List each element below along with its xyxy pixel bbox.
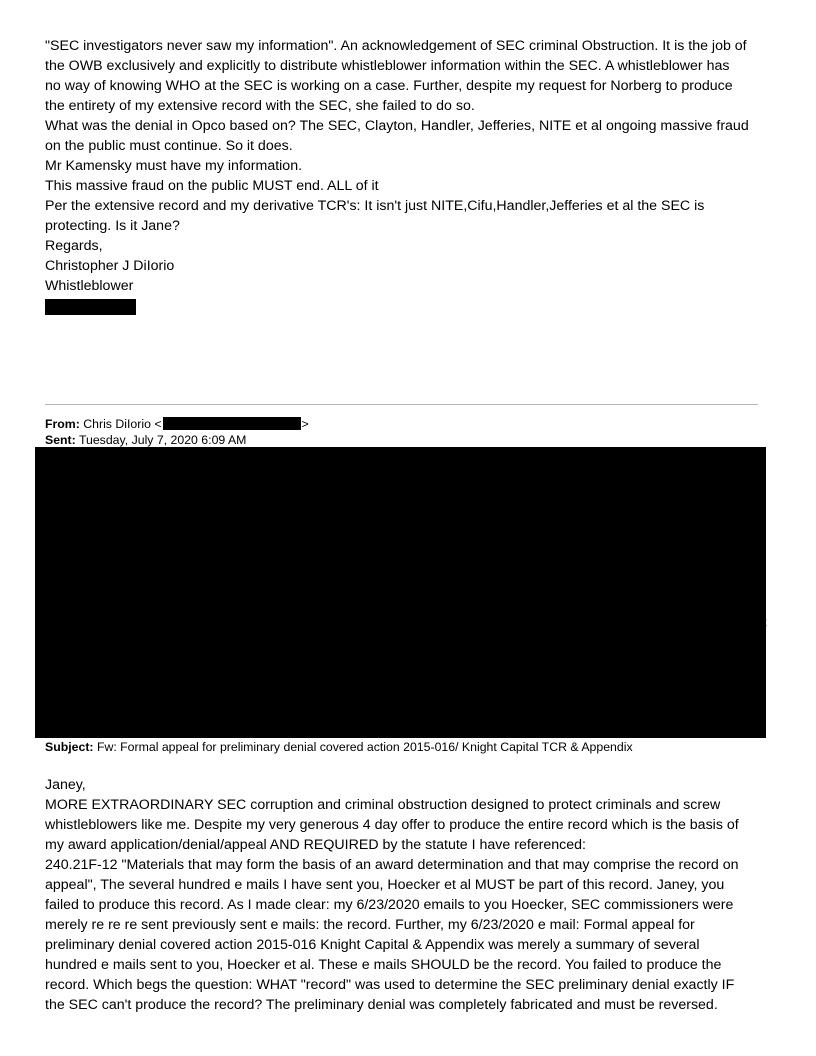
redaction-box (45, 299, 136, 315)
body-line: This massive fraud on the public MUST end. ALL of it (45, 178, 379, 194)
signoff: Regards, (45, 238, 103, 254)
body-line: the entirety of my extensive record with the SEC, she failed to do so. (45, 98, 475, 114)
body-line: MORE EXTRAORDINARY SEC corruption and criminal obstruction designed to protect criminals and screw (45, 797, 721, 813)
body-line: whistleblowers like me. Despite my very generous 4 day offer to produce the entire record which is the basis of (45, 817, 739, 833)
forwarded-email-body (45, 775, 775, 1015)
body-line: record. Which begs the question: WHAT "record" was used to determine the SEC preliminary denial exactly IF (45, 977, 735, 993)
body-line: Per the extensive record and my derivative TCR's: It isn't just NITE,Cifu,Handler,Jefferies et al the SEC is (45, 198, 705, 214)
salutation: Janey, (45, 777, 86, 793)
subject-value: Fw: Formal appeal for preliminary denial covered action 2015-016/ Knight Capital TCR & Appendix (96, 740, 633, 754)
signature-name: Christopher J DiIorio (45, 258, 175, 274)
redaction-box (163, 417, 301, 430)
from-line (45, 416, 775, 432)
body-line: merely re re re sent previously sent e mails: the record. Further, my 6/23/2020 e mail: Formal appeal for (45, 917, 695, 933)
body-line: What was the denial in Opco based on? The SEC, Clayton, Handler, Jefferies, NITE et al ongoing massive fraud (45, 118, 749, 134)
body-line: on the public must continue. So it does. (45, 138, 293, 154)
body-line: hundred e mails sent to you, Hoecker et al. These e mails SHOULD be the record. You failed to produce the (45, 957, 722, 973)
body-line: my award application/denial/appeal AND REQUIRED by the statute I have referenced: (45, 837, 586, 853)
body-line: preliminary denial covered action 2015-016 Knight Capital & Appendix was merely a summary of several (45, 937, 700, 953)
email-reply-body (45, 36, 775, 296)
divider (45, 404, 758, 405)
body-line: Mr Kamensky must have my information. (45, 158, 303, 174)
sent-value: Tuesday, July 7, 2020 6:09 AM (78, 433, 247, 447)
from-label: From: (45, 417, 80, 431)
from-name: Chris DiIorio < (83, 417, 162, 431)
body-line: 240.21F-12 "Materials that may form the basis of an award determination and that may comprise the record on (45, 857, 739, 873)
redaction-block (35, 447, 766, 738)
sent-label: Sent: (45, 433, 76, 447)
email-header (45, 416, 775, 448)
from-close: > (301, 417, 309, 431)
body-line: no way of knowing WHO at the SEC is working on a case. Further, despite my request for Norberg to produce (45, 78, 733, 94)
stray-character: ; (764, 615, 768, 629)
body-line: failed to produce this record. As I made clear: my 6/23/2020 emails to you Hoecker, SEC commissioners were (45, 897, 734, 913)
subject-line (45, 739, 785, 755)
body-line: protecting. Is it Jane? (45, 218, 180, 234)
body-line: appeal", The several hundred e mails I have sent you, Hoecker et al MUST be part of this record. Janey, you (45, 877, 725, 893)
signature-title: Whistleblower (45, 278, 134, 294)
body-line: "SEC investigators never saw my information". An acknowledgement of SEC criminal Obstruction. It is the job of (45, 38, 747, 54)
body-line: the OWB exclusively and explicitly to distribute whistleblower information within the SEC. A whistleblower has (45, 58, 730, 74)
subject-label: Subject: (45, 740, 94, 754)
sent-line (45, 432, 775, 448)
body-line: the SEC can't produce the record? The preliminary denial was completely fabricated and must be reversed. (45, 997, 718, 1013)
